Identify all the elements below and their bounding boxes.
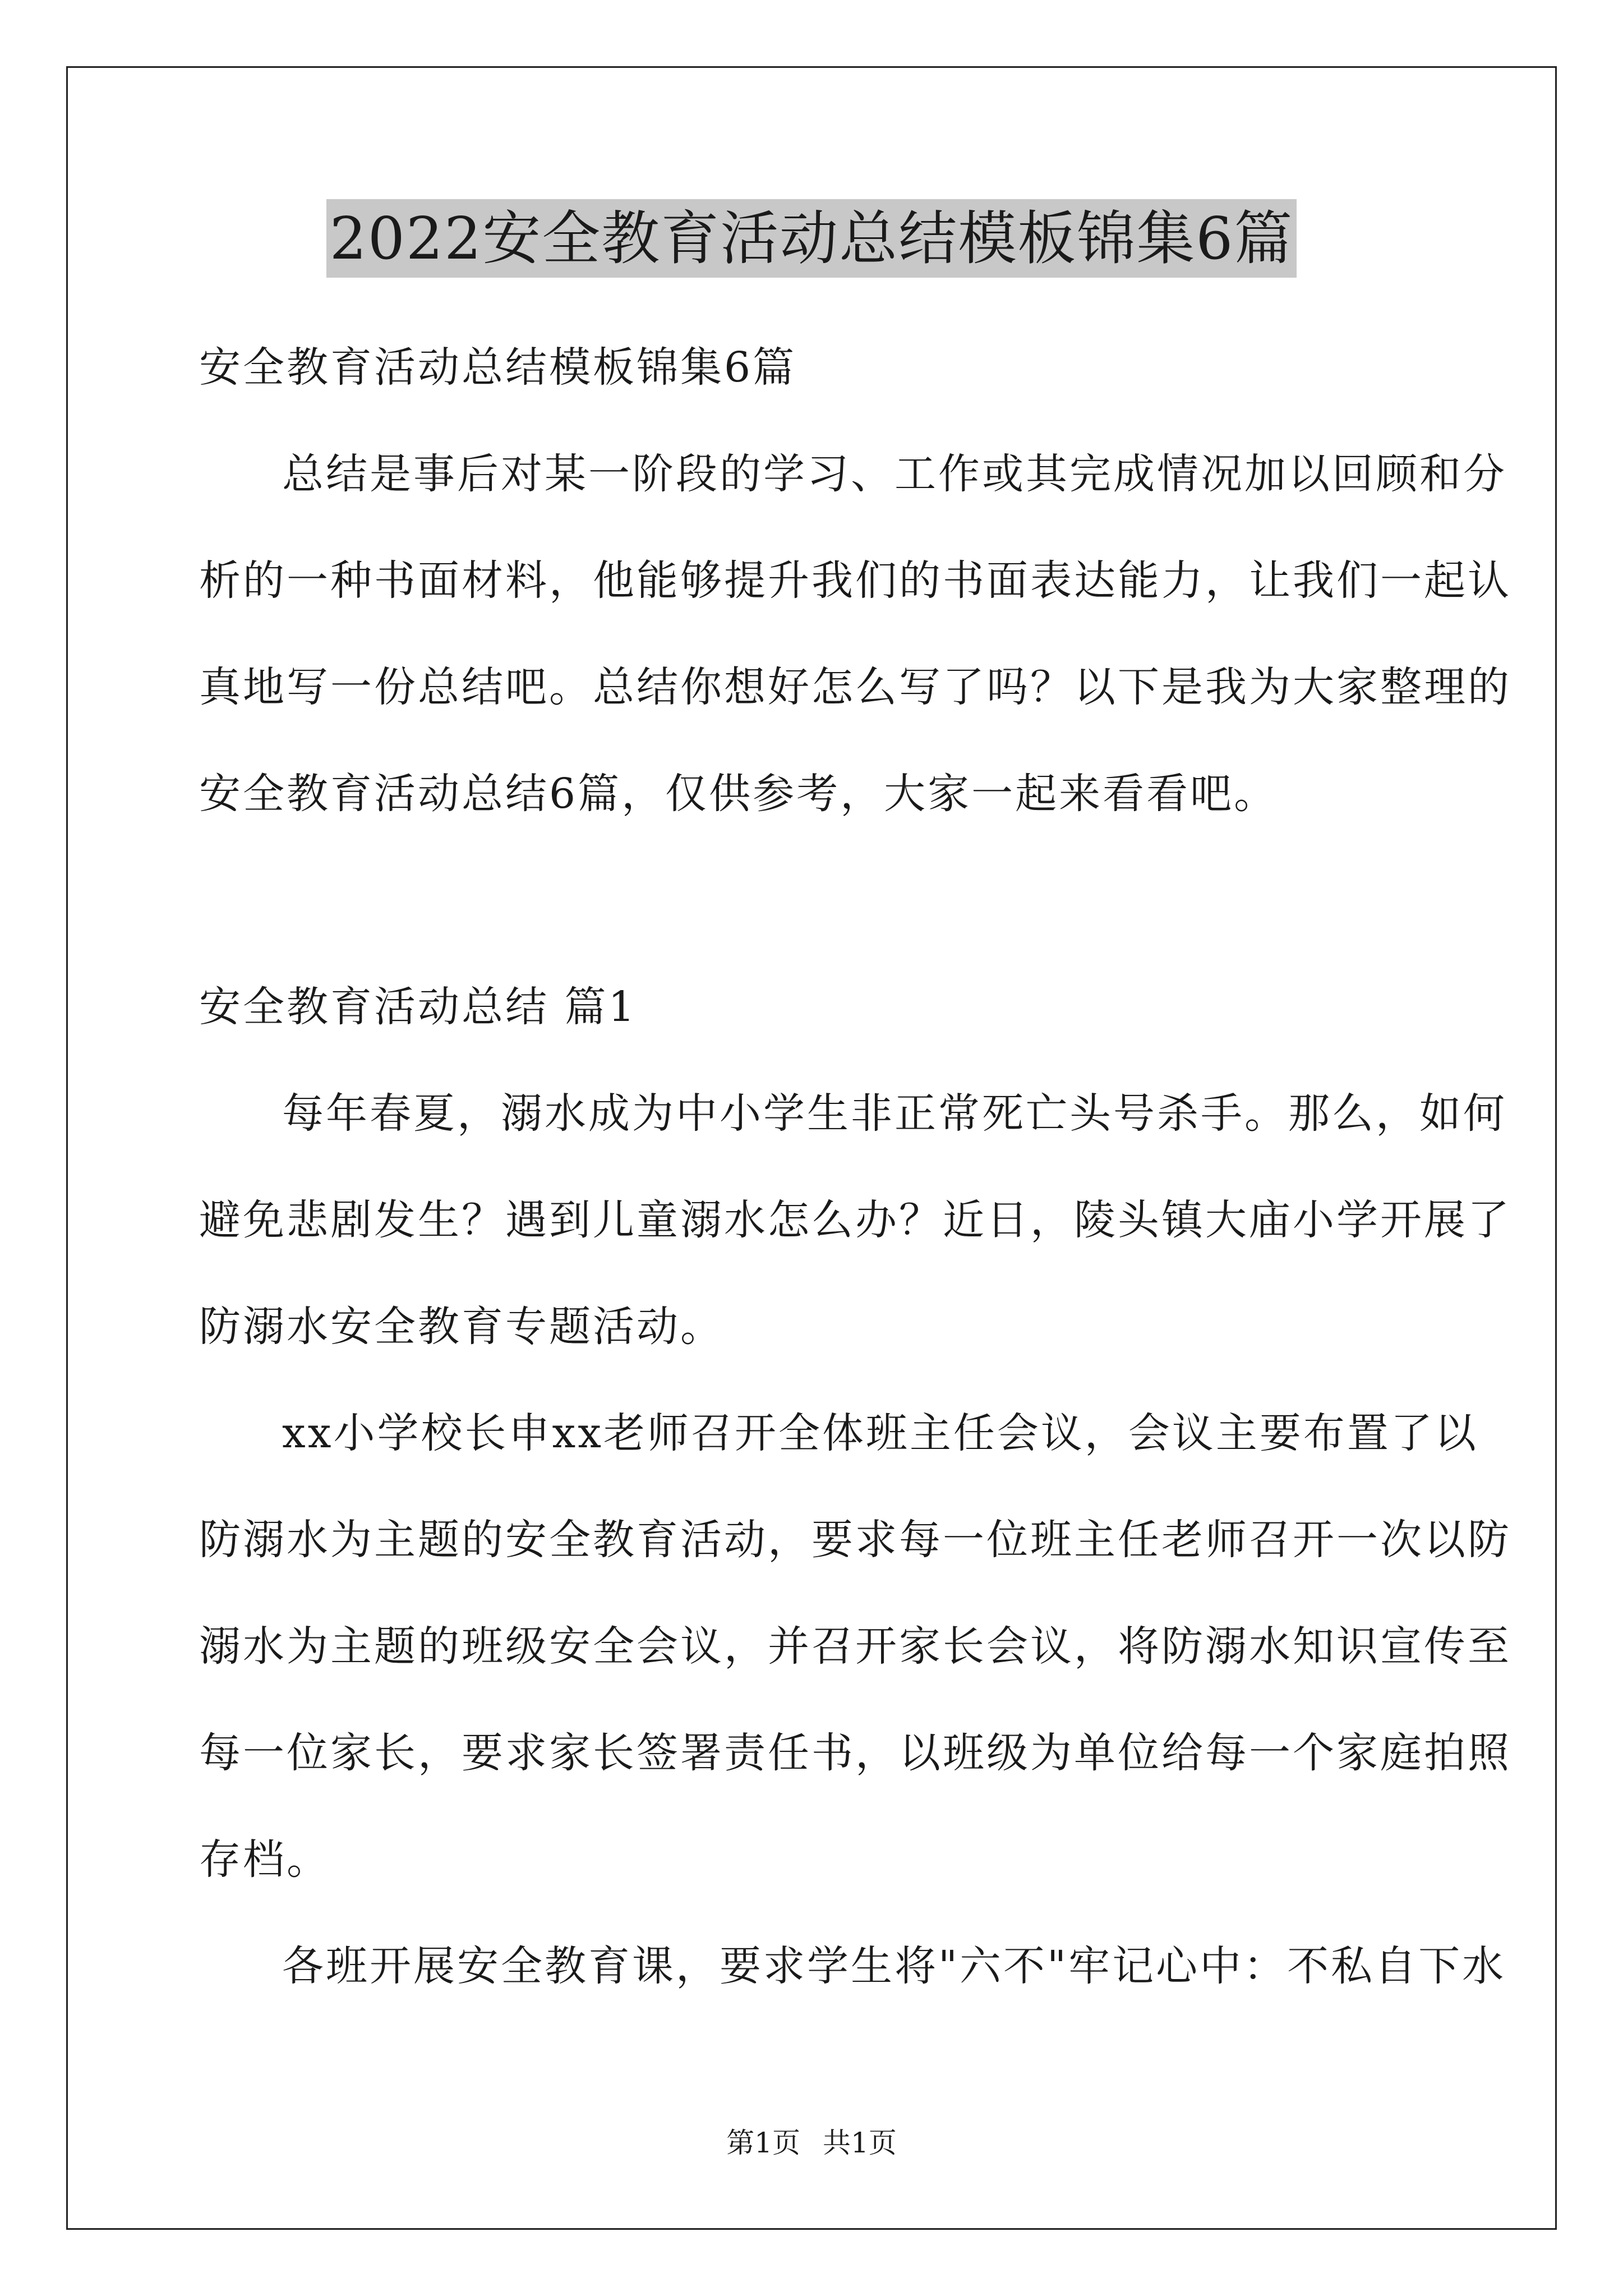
text-line: xx小学校长申xx老师召开全体班主任会议，会议主要布置了以	[282, 1409, 1478, 1457]
text-line: 防溺水安全教育专题活动。	[199, 1303, 724, 1351]
paragraph-2	[199, 1380, 1511, 1913]
spacer	[199, 847, 1427, 954]
text-line: 避免悲剧发生？遇到儿童溺水怎么办？近日，陵头镇大庙小学开展了	[199, 1196, 1511, 1244]
paragraph-1	[199, 1060, 1511, 1380]
document-subtitle: 安全教育活动总结模板锦集6篇	[199, 343, 797, 392]
page-total: 共1页	[823, 2127, 897, 2159]
text-line: 各班开展安全教育课，要求学生将"六不"牢记心中：不私自下水	[282, 1942, 1506, 1990]
intro-paragraph	[199, 421, 1511, 847]
page-number: 第1页	[726, 2127, 800, 2159]
text-line: 防溺水为主题的安全教育活动，要求每一位班主任老师召开一次以防	[199, 1516, 1511, 1564]
title-block	[0, 199, 1623, 278]
text-line: 每年春夏，溺水成为中小学生非正常死亡头号杀手。那么，如何	[282, 1089, 1507, 1138]
text-line: 存档。	[199, 1835, 330, 1884]
text-line: 真地写一份总结吧。总结你想好怎么写了吗？以下是我为大家整理的	[199, 663, 1511, 711]
text-line: 总结是事后对某一阶段的学习、工作或其完成情况加以回顾和分	[282, 450, 1507, 498]
text-line: 析的一种书面材料，他能够提升我们的书面表达能力，让我们一起认	[199, 556, 1511, 605]
text-line: 安全教育活动总结6篇，仅供参考，大家一起来看看吧。	[199, 770, 1278, 818]
document-title: 2022安全教育活动总结模板锦集6篇	[326, 199, 1297, 278]
text-line: 每一位家长，要求家长签署责任书，以班级为单位给每一个家庭拍照	[199, 1729, 1511, 1777]
document-body	[199, 314, 1511, 2019]
section-heading: 安全教育活动总结 篇1	[199, 983, 637, 1031]
page-footer	[0, 2126, 1623, 2160]
paragraph-3	[199, 1913, 1506, 2019]
text-line: 溺水为主题的班级安全会议，并召开家长会议，将防溺水知识宣传至	[199, 1622, 1511, 1671]
